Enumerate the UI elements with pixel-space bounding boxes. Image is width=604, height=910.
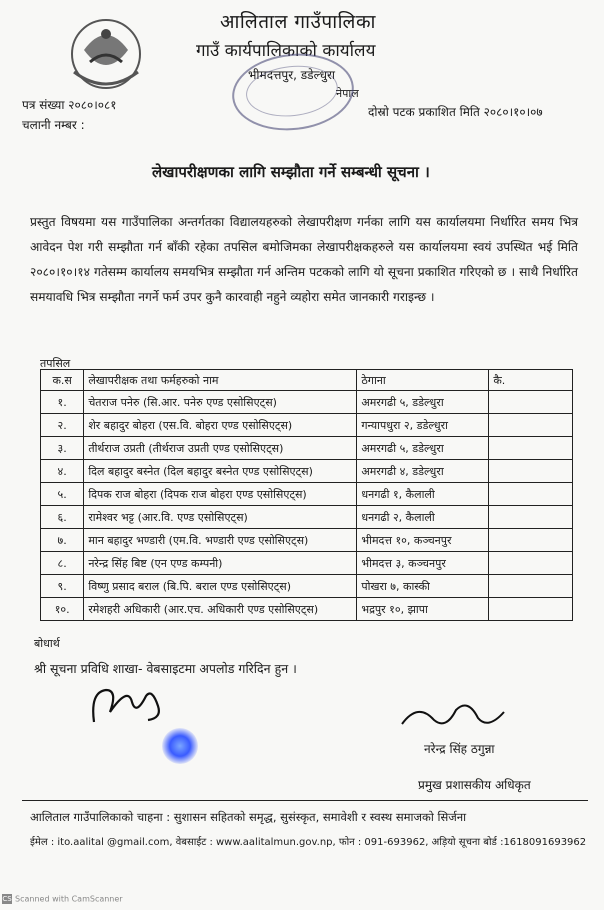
- cell-address: धनगढी २, कैलाली: [357, 506, 489, 529]
- cell-name: विष्णु प्रसाद बराल (बि.पि. बराल एण्ड एसोसिएट्स): [84, 575, 357, 598]
- cell-sn: ५.: [41, 483, 84, 506]
- cell-sn: २.: [41, 414, 84, 437]
- copy-to-item: श्री सूचना प्रविधि शाखा- वेबसाइटमा अपलोड गरिदिन हुन ।: [34, 661, 297, 676]
- office-country: नेपाल: [336, 87, 359, 100]
- light-flare: [162, 728, 198, 764]
- cell-name: दिपक राज बोहरा (दिपक राज बोहरा एण्ड एसोसिएट्स): [84, 483, 357, 506]
- table-row: [41, 529, 573, 552]
- footer-motto: आलिताल गाउँपालिकाको चाहना : सुशासन सहितको समृद्ध, सुसंस्कृत, समावेशी र स्वस्थ समाजको सिर्जना: [30, 810, 467, 824]
- cell-remarks: [489, 391, 573, 414]
- cell-remarks: [489, 598, 573, 621]
- footer-divider: [22, 800, 588, 801]
- scanner-watermark: [2, 894, 123, 904]
- col-header-name: लेखापरीक्षक तथा फर्महरुको नाम: [84, 370, 357, 391]
- cell-name: नरेन्द्र सिंह बिष्ट (एन एण्ड कम्पनी): [84, 552, 357, 575]
- col-header-sn: क.स: [41, 370, 84, 391]
- officer-signature: [398, 700, 508, 734]
- camscanner-logo-icon: CS: [2, 895, 12, 903]
- letter-number: पत्र संख्या २०८०।०८१: [22, 98, 117, 112]
- municipality-name: आलिताल गाउँपालिका: [220, 11, 376, 33]
- office-name: गाउँ कार्यपालिकाको कार्यालय: [196, 41, 376, 61]
- table-header-row: [41, 370, 573, 391]
- cell-name: मान बहादुर भण्डारी (एम.वि. भण्डारी एण्ड एसोसिएट्स): [84, 529, 357, 552]
- cell-name: शेर बहादुर बोहरा (एस.वि. बोहरा एण्ड एसोसिएट्स): [84, 414, 357, 437]
- cell-sn: ४.: [41, 460, 84, 483]
- nepal-emblem-icon: [64, 10, 148, 96]
- table-row: [41, 483, 573, 506]
- signer-name: नरेन्द्र सिंह ठगुन्ना: [424, 742, 495, 756]
- table-row: [41, 460, 573, 483]
- copy-to-label: बोधार्थ: [34, 637, 60, 650]
- cell-name: चेतराज पनेरु (सि.आर. पनेरु एण्ड एसोसिएट्स): [84, 391, 357, 414]
- cell-address: अमरगढी ५, डडेल्धुरा: [357, 391, 489, 414]
- office-seal: [228, 48, 357, 136]
- table-row: [41, 575, 573, 598]
- cell-address: भीमदत्त १०, कञ्चनपुर: [357, 529, 489, 552]
- table-row: [41, 552, 573, 575]
- cell-address: पोखरा ७, कास्की: [357, 575, 489, 598]
- reissue-date: दोस्रो पटक प्रकाशित मिति २०८०।१०।०७: [368, 105, 543, 119]
- office-address: भीमदत्तपुर, डडेल्धुरा: [248, 68, 335, 82]
- cell-sn: १०.: [41, 598, 84, 621]
- table-row: [41, 506, 573, 529]
- cell-remarks: [489, 529, 573, 552]
- table-row: [41, 391, 573, 414]
- cell-sn: ६.: [41, 506, 84, 529]
- cell-sn: १.: [41, 391, 84, 414]
- cell-sn: ९.: [41, 575, 84, 598]
- cell-address: भद्रपुर १०, झापा: [357, 598, 489, 621]
- dispatch-number: चलानी नम्बर :: [22, 118, 85, 132]
- cell-remarks: [489, 460, 573, 483]
- cell-remarks: [489, 414, 573, 437]
- signer-title: प्रमुख प्रशासकीय अधिकृत: [418, 778, 531, 792]
- office-seal-inner-ring: [244, 61, 341, 120]
- footer-contact: ईमेल : ito.aalital @gmail.com, वेबसाईट : www.aalitalmun.gov.np, फोन : 091-693962, अड़ियो सूचना बोर्ड :1618091693962: [30, 837, 587, 848]
- table-row: [41, 437, 573, 460]
- cell-address: अमरगढी ४, डडेल्धुरा: [357, 460, 489, 483]
- cell-address: धनगढी १, कैलाली: [357, 483, 489, 506]
- initials-signature: [88, 682, 168, 730]
- cell-name: रमेशहरी अधिकारी (आर.एच. अधिकारी एण्ड एसोसिएट्स): [84, 598, 357, 621]
- cell-address: भीमदत्त ३, कञ्चनपुर: [357, 552, 489, 575]
- col-header-remarks: कै.: [489, 370, 573, 391]
- cell-remarks: [489, 552, 573, 575]
- cell-name: तीर्थराज उप्रती (तीर्थराज उप्रती एण्ड एसोसिएट्स): [84, 437, 357, 460]
- cell-remarks: [489, 483, 573, 506]
- cell-address: अमरगढी ५, डडेल्धुरा: [357, 437, 489, 460]
- notice-subject: लेखापरीक्षणका लागि सम्झौता गर्ने सम्बन्धी सूचना ।: [152, 163, 430, 181]
- col-header-address: ठेगाना: [357, 370, 489, 391]
- cell-name: रामेश्वर भट्ट (आर.वि. एण्ड एसोसिएट्स): [84, 506, 357, 529]
- cell-sn: ७.: [41, 529, 84, 552]
- cell-remarks: [489, 575, 573, 598]
- table-row: [41, 598, 573, 621]
- cell-sn: ३.: [41, 437, 84, 460]
- cell-remarks: [489, 506, 573, 529]
- cell-address: गन्यापधुरा २, डडेल्धुरा: [357, 414, 489, 437]
- notice-body: प्रस्तुत विषयमा यस गाउँपालिका अन्तर्गतका विद्यालयहरुको लेखापरीक्षण गर्नका लागि यस कार्यालयमा निर्धारित समय भित्र आवेदन पेश गरी सम्झौता गर्न बाँकी रहेका तपसिल बमोजिमका लेखापरीक्षकहरुले यस कार्यालयमा स्वयं उपस्थित भई मिति २०८०।१०।१४ गतेसम्म कार्यालय समयभित्र सम्झौता गर्न अन्तिम पटकको लागि यो सूचना प्रकाशित गरिएको छ । साथै निर्धारित समयावधि भित्र सम्झौता नगर्ने फर्म उपर कुनै कारवाही नहुने व्यहोरा समेत जानकारी गराइन्छ ।: [30, 215, 578, 304]
- scanner-text: Scanned with CamScanner: [15, 894, 123, 904]
- table-title: तपसिल: [40, 357, 71, 370]
- cell-sn: ८.: [41, 552, 84, 575]
- table-row: [41, 414, 573, 437]
- cell-remarks: [489, 437, 573, 460]
- cell-name: दिल बहादुर बस्नेत (दिल बहादुर बस्नेत एण्ड एसोसिएट्स): [84, 460, 357, 483]
- auditor-table: [40, 369, 573, 621]
